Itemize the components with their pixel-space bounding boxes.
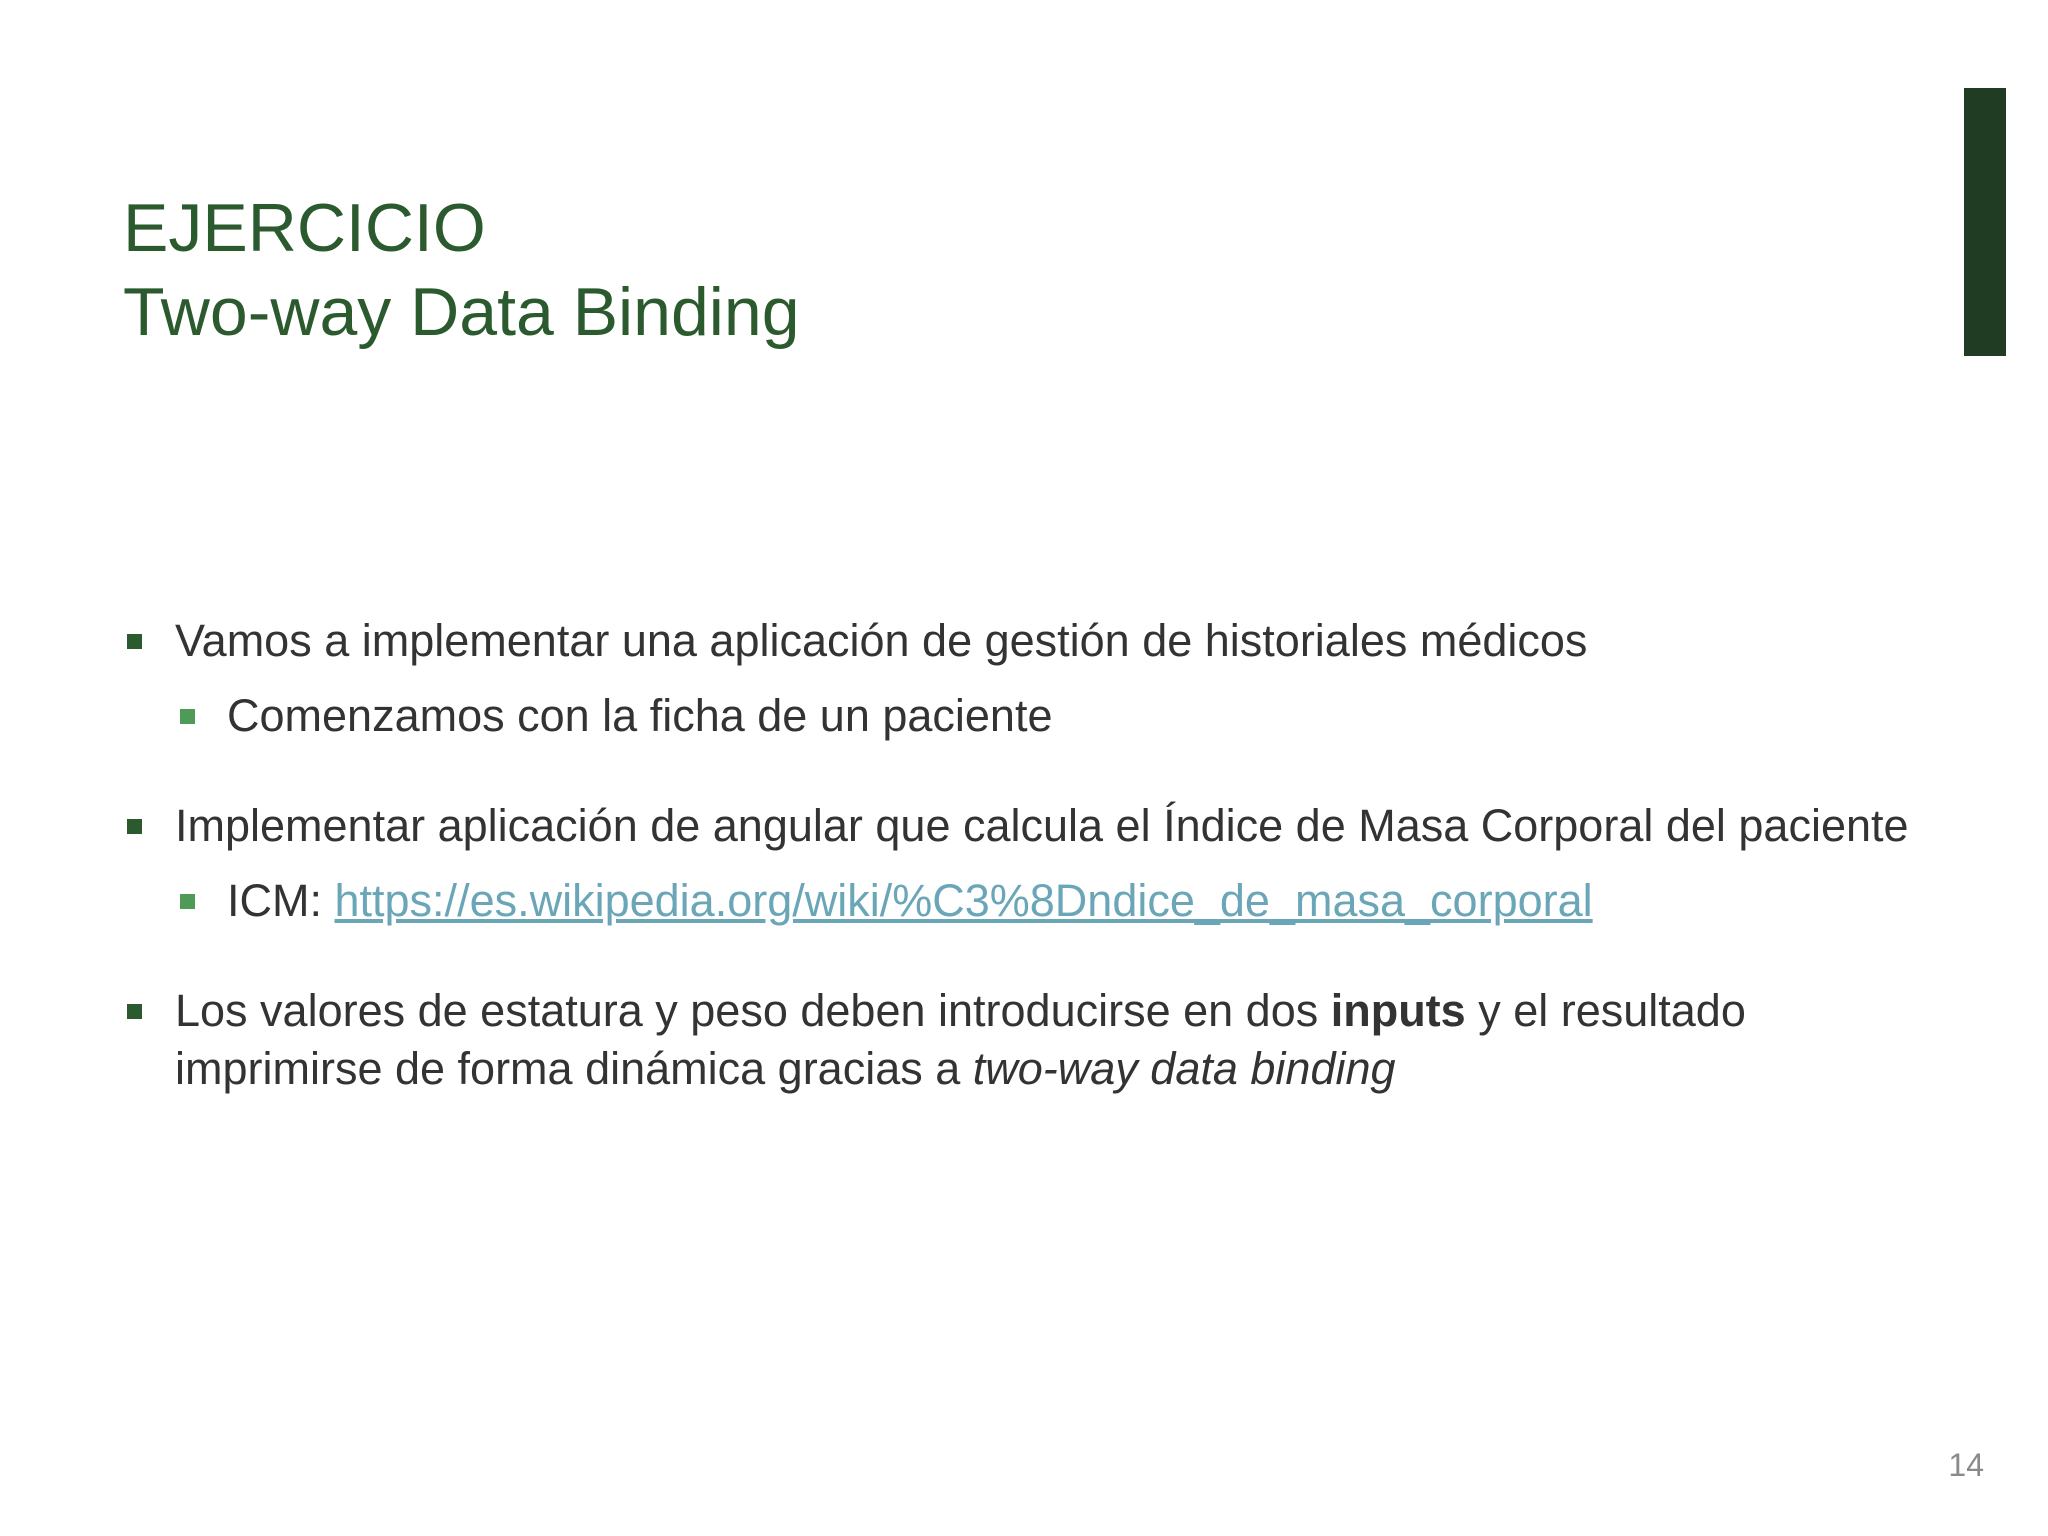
sub-bullet-item: [127, 687, 1927, 745]
accent-bar: [1964, 88, 2006, 356]
square-bullet-icon: [127, 819, 142, 834]
bullet-item: [127, 612, 1927, 670]
sub-bullet-label: ICM:: [227, 875, 335, 926]
bullet-text: Vamos a implementar una aplicación de gestión de historiales médicos: [175, 615, 1588, 666]
sub-bullet-text: Comenzamos con la ficha de un paciente: [227, 690, 1053, 741]
square-bullet-icon: [180, 894, 195, 909]
bullet-text-part-1: Los valores de estatura y peso deben introducirse en dos: [175, 985, 1331, 1036]
square-bullet-icon: [127, 634, 142, 649]
sub-bullet-item: [127, 872, 1927, 930]
page-number: 14: [1948, 1447, 1984, 1483]
bullet-item: [127, 797, 1927, 855]
bullet-text-bold: inputs: [1330, 985, 1466, 1036]
title-line-1: EJERCICIO: [123, 190, 486, 266]
bullet-item: [127, 982, 1927, 1098]
wikipedia-link[interactable]: https://es.wikipedia.org/wiki/%C3%8Dndice_de_masa_corporal: [334, 875, 1593, 926]
bullet-text-part-2: y el resultado imprimirse de forma dinámica gracias a: [175, 985, 1746, 1094]
slide-title: [123, 186, 800, 354]
square-bullet-icon: [127, 1004, 142, 1019]
square-bullet-icon: [180, 709, 195, 724]
title-line-2: Two-way Data Binding: [123, 274, 800, 350]
bullet-text-italic: two-way data binding: [972, 1043, 1396, 1094]
slide-content: [127, 612, 1927, 1098]
bullet-text: Implementar aplicación de angular que calcula el Índice de Masa Corporal del paciente: [175, 800, 1909, 851]
